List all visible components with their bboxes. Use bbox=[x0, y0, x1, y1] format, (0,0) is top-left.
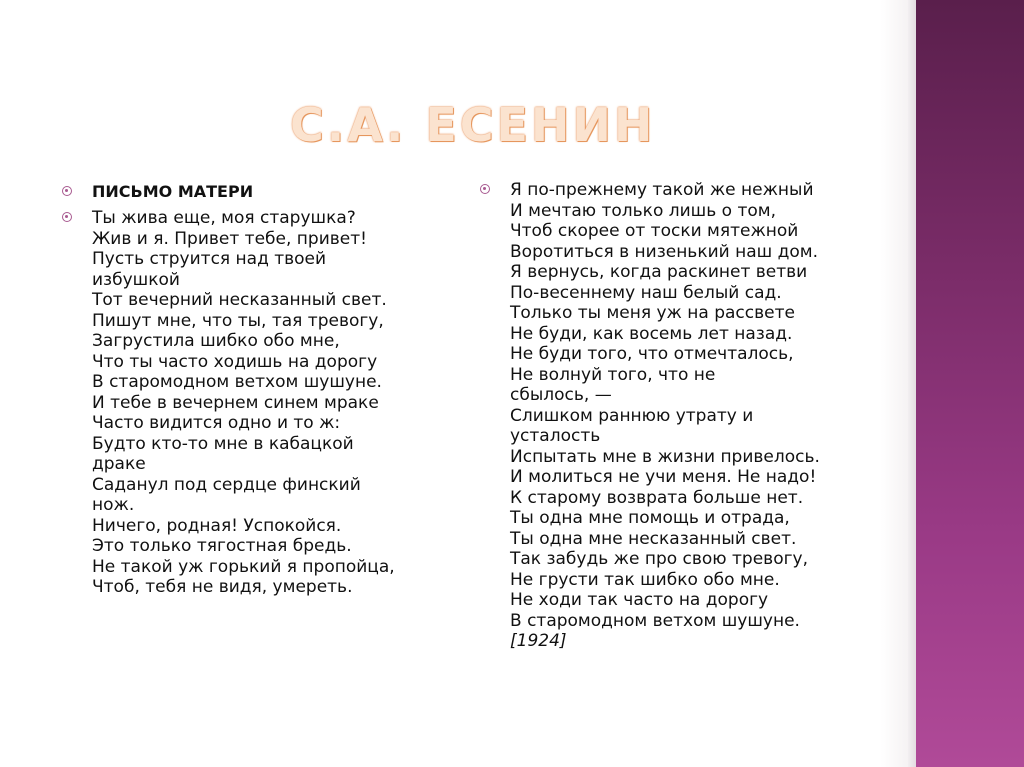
poem-line: Что ты часто ходишь на дорогу bbox=[92, 351, 378, 372]
poem-right-date-wrap bbox=[510, 631, 878, 652]
poem-line: Только ты меня уж на рассвете bbox=[510, 303, 795, 323]
poem-line: Слишком раннюю утрату и bbox=[510, 405, 754, 426]
poem-left-paragraph bbox=[60, 208, 440, 598]
poem-line: Часто видится одно и то ж: bbox=[92, 413, 341, 433]
poem-line: Не ходи так часто на дорогу bbox=[510, 590, 769, 610]
slide-title: С.А. ЕСЕНИН bbox=[290, 98, 656, 152]
poem-line: Пусть струится над твоей bbox=[92, 249, 327, 269]
bullet-icon bbox=[62, 212, 72, 222]
poem-line: В старомодном ветхом шушуне. bbox=[92, 372, 382, 392]
poem-date: [1924] bbox=[510, 631, 567, 651]
poem-line: Тот вечерний несказанный свет. bbox=[92, 290, 387, 310]
poem-line: Не волнуй того, что не bbox=[510, 364, 716, 385]
poem-heading: ПИСЬМО МАТЕРИ bbox=[92, 182, 254, 201]
poem-line: Так забудь же про свою тревогу, bbox=[510, 549, 808, 569]
bullet-icon bbox=[480, 184, 490, 194]
poem-line: Не буди, как восемь лет назад. bbox=[510, 323, 793, 344]
poem-line: нож. bbox=[92, 495, 135, 515]
poem-line: Ты одна мне несказанный свет. bbox=[510, 528, 797, 549]
right-column bbox=[478, 180, 878, 658]
poem-line: Это только тягостная бредь. bbox=[92, 536, 352, 556]
side-band bbox=[916, 0, 1024, 767]
poem-line: Не такой уж горький я пропойца, bbox=[92, 556, 395, 577]
poem-right-lines bbox=[510, 180, 878, 631]
side-band-edge bbox=[908, 0, 916, 767]
poem-line: Загрустила шибко обо мне, bbox=[92, 331, 340, 351]
poem-line: Испытать мне в жизни привелось. bbox=[510, 446, 820, 467]
poem-line: И молиться не учи меня. Не надо! bbox=[510, 467, 817, 487]
poem-line: В старомодном ветхом шушуне. bbox=[510, 610, 800, 631]
poem-line: Будто кто-то мне в кабацкой bbox=[92, 433, 354, 454]
poem-line: усталость bbox=[510, 426, 601, 446]
poem-line: Чтоб, тебя не видя, умереть. bbox=[92, 577, 353, 597]
poem-line: Жив и я. Привет тебе, привет! bbox=[92, 228, 367, 249]
poem-line: Я вернусь, когда раскинет ветви bbox=[510, 262, 808, 282]
poem-line: Саданул под сердце финский bbox=[92, 474, 361, 495]
poem-line: Не буди того, что отмечталось, bbox=[510, 344, 794, 364]
poem-line: Чтоб скорее от тоски мятежной bbox=[510, 221, 799, 241]
poem-line: избушкой bbox=[92, 269, 180, 290]
poem-line: драке bbox=[92, 454, 146, 474]
poem-line: К старому возврата больше нет. bbox=[510, 487, 804, 508]
left-column bbox=[60, 180, 440, 604]
poem-line: Ты жива еще, моя старушка? bbox=[92, 208, 356, 228]
poem-line: сбылось, — bbox=[510, 385, 612, 405]
poem-right-paragraph bbox=[478, 180, 878, 652]
poem-line: По-весеннему наш белый сад. bbox=[510, 282, 782, 303]
poem-line: Ты одна мне помощь и отрада, bbox=[510, 508, 790, 528]
poem-line: Пишут мне, что ты, тая тревогу, bbox=[92, 310, 384, 331]
poem-line: Воротиться в низенький наш дом. bbox=[510, 241, 818, 262]
poem-line: И мечтаю только лишь о том, bbox=[510, 200, 776, 221]
poem-line: Ничего, родная! Успокойся. bbox=[92, 515, 342, 536]
poem-line: Не грусти так шибко обо мне. bbox=[510, 569, 780, 590]
poem-left-lines bbox=[92, 208, 440, 598]
poem-line: Я по-прежнему такой же нежный bbox=[510, 180, 814, 200]
poem-line: И тебе в вечернем синем мраке bbox=[92, 392, 379, 413]
bullet-icon bbox=[62, 186, 72, 196]
poem-heading-paragraph bbox=[60, 182, 440, 202]
